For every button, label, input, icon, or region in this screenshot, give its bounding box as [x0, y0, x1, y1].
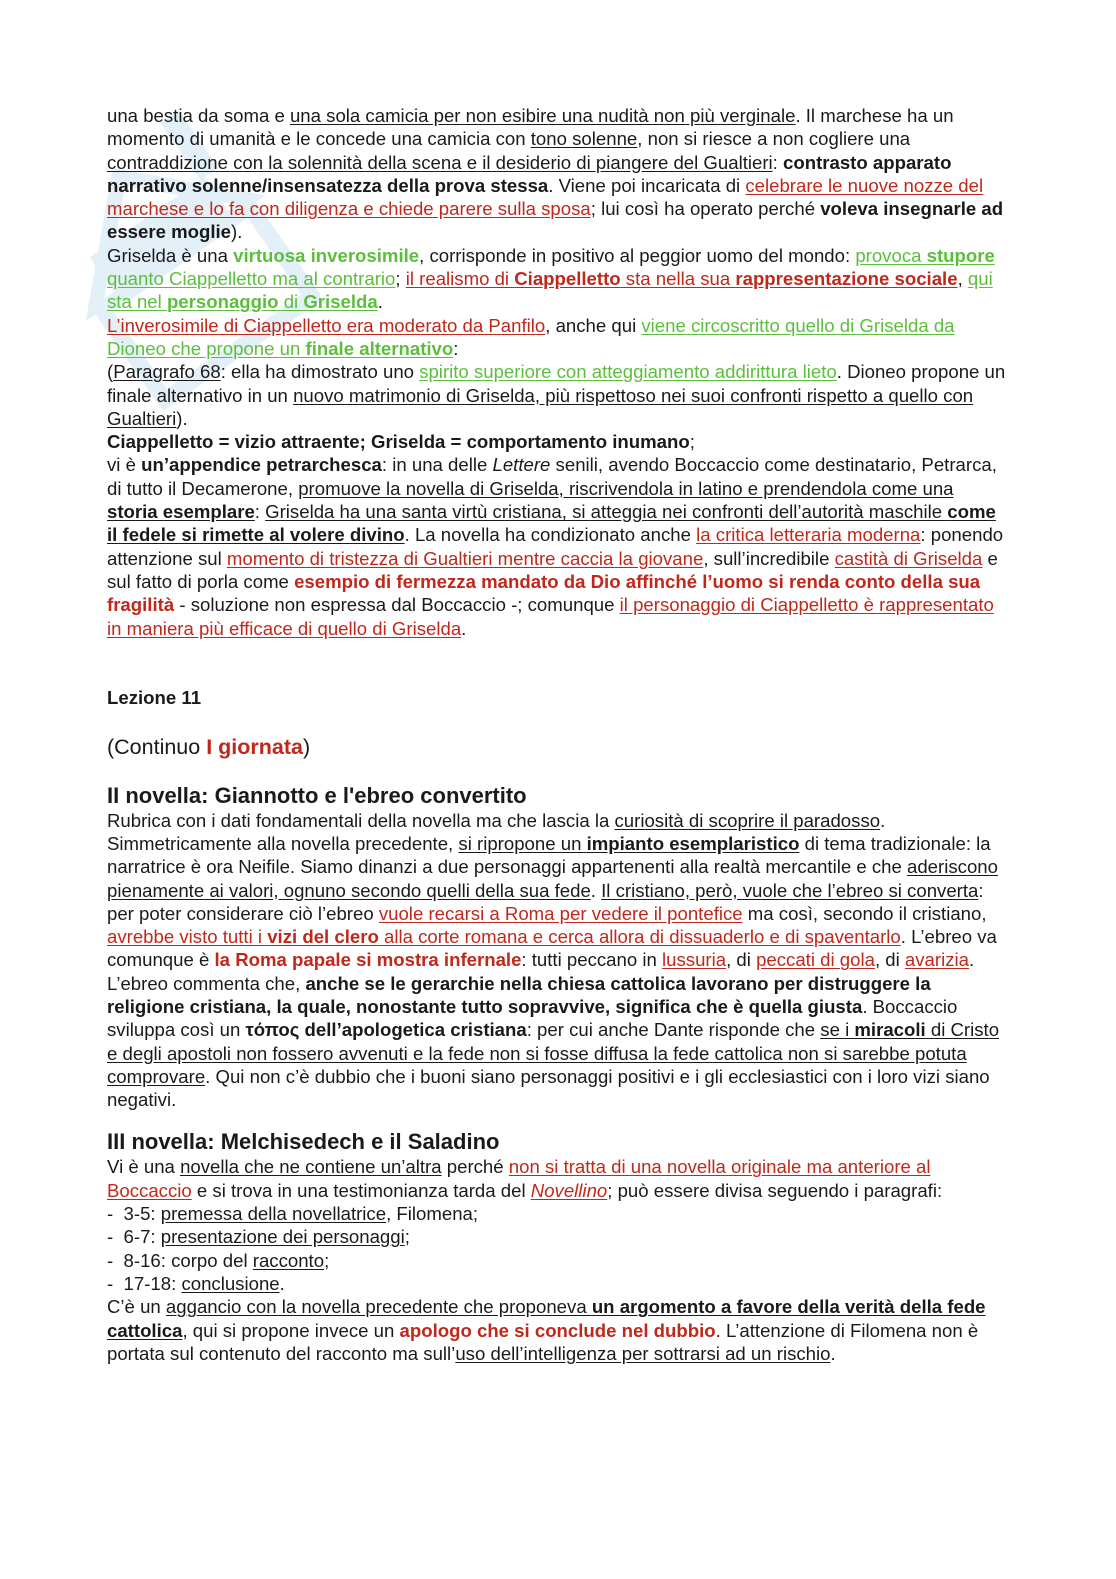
- continuation-heading: (Continuo I giornata): [107, 735, 311, 760]
- paragraph-griselda-camicia: una bestia da soma e una sola camicia per non esibire una nudità non più verginale. Il marchese ha un momento di umanità e le concede una camicia con tono solenne, non si riesce a non cogliere una contraddizione con la solennità della scena e il desiderio di piangere del Gualtieri: contrasto apparato narrativo solenne/insensatezza della prova stessa. Viene poi incaricata di celebrare le nuove nozze del marchese e lo fa con diligenza e chiede parere sulla sposa; lui così ha operato perché voleva insegnarle ad essere moglie).: [107, 105, 1004, 243]
- paragraph-list: [107, 1202, 1007, 1295]
- lesson-heading: Lezione 11: [107, 686, 202, 708]
- list-item: - 8-16: corpo del racconto;: [107, 1249, 330, 1271]
- paragraph-ciappelletto-griselda: Ciappelletto = vizio attraente; Griselda = comportamento inumano;: [107, 431, 695, 453]
- document-page: [107, 104, 1007, 1365]
- paragraph-aggancio: C’è un aggancio con la novella precedente che proponeva un argomento a favore della verità della fede cattolica, qui si propone invece un apologo che si conclude nel dubbio. L’attenzione di Filomena non è portata sul contenuto del racconto ma sull’uso dell’intelligenza per sottrarsi ad un rischio.: [107, 1296, 986, 1364]
- paragraph-paragrafo-68: (Paragrafo 68: ella ha dimostrato uno spirito superiore con atteggiamento addirittura lieto. Dioneo propone un finale alternativo in un nuovo matrimonio di Griselda, più rispettoso nei suoi confronti rispetto a quello con Gualtieri).: [107, 361, 1006, 429]
- paragraph-melchisedech: Vi è una novella che ne contiene un’altra perché non si tratta di una novella originale ma anteriore al Boccaccio e si trova in una testimonianza tarda del Novellino; può essere divisa seguendo i paragrafi:: [107, 1156, 943, 1201]
- paragraph-giannotto: Rubrica con i dati fondamentali della novella ma che lascia la curiosità di scoprire il paradosso. Simmetricamente alla novella precedente, si ripropone un impianto esemplaristico di tema tradizionale: la narratrice è ora Neifile. Siamo dinanzi a due personaggi appartenenti alla realtà mercantile e che aderiscono pienamente ai valori, ognuno secondo quelli della sua fede. Il cristiano, però, vuole che l’ebreo si converta: per poter considerare ciò l’ebreo vuole recarsi a Roma per vedere il pontefice ma così, secondo il cristiano, avrebbe visto tutti i vizi del clero alla corte romana e cerca allora di dissuaderlo e di spaventarlo. L’ebreo va comunque è la Roma papale si mostra infernale: tutti peccano in lussuria, di peccati di gola, di avarizia. L’ebreo commenta che, anche se le gerarchie nella chiesa cattolica lavorano per distruggere la religione cristiana, la quale, nonostante tutto sopravvive, significa che è quella giusta. Boccaccio sviluppa così un τόπος dell’apologetica cristiana: per cui anche Dante risponde che se i miracoli di Cristo e degli apostoli non fossero avvenuti e la fede non si fosse diffusa la fede cattolica non si sarebbe potuta comprovare. Qui non c’è dubbio che i buoni siano personaggi positivi e i gli ecclesiastici con i loro vizi siano negativi.: [107, 809, 1000, 1111]
- list-item: - 3-5: premessa della novellatrice, Filomena;: [107, 1203, 479, 1225]
- paragraph-virtuosa-inverosimile: Griselda è una virtuosa inverosimile, corrisponde in positivo al peggior uomo del mondo: provoca stupore quanto Ciappelletto ma al contrario; il realismo di Ciappelletto sta nella sua rappresentazione sociale, qui sta nel personaggio di Griselda.: [107, 244, 995, 313]
- section-heading-iii-novella: III novella: Melchisedech e il Saladino: [107, 1129, 500, 1155]
- list-item: - 6-7: presentazione dei personaggi;: [107, 1226, 410, 1248]
- paragraph-inverosimile-panfilo: L’inverosimile di Ciappelletto era moderato da Panfilo, anche qui viene circoscritto quello di Griselda da Dioneo che propone un finale alternativo:: [107, 314, 955, 359]
- section-heading-ii-novella: II novella: Giannotto e l'ebreo convertito: [107, 782, 527, 808]
- list-item: - 17-18: conclusione.: [107, 1272, 285, 1294]
- paragraph-appendice-petrarchesca: vi è un’appendice petrarchesca: in una delle Lettere senili, avendo Boccaccio come destinatario, Petrarca, di tutto il Decamerone, promuove la novella di Griselda, riscrivendola in latino e prendendola come una storia esemplare: Griselda ha una santa virtù cristiana, si atteggia nei confronti dell’autorità maschile come il fedele si rimette al volere divino. La novella ha condizionato anche la critica letteraria moderna: ponendo attenzione sul momento di tristezza di Gualtieri mentre caccia la giovane, sull’incredibile castità di Griselda e sul fatto di porla come esempio di fermezza mandato da Dio affinché l’uomo si renda conto della sua fragilità - soluzione non espressa dal Boccaccio -; comunque il personaggio di Ciappelletto è rappresentato in maniera più efficace di quello di Griselda.: [107, 454, 1004, 639]
